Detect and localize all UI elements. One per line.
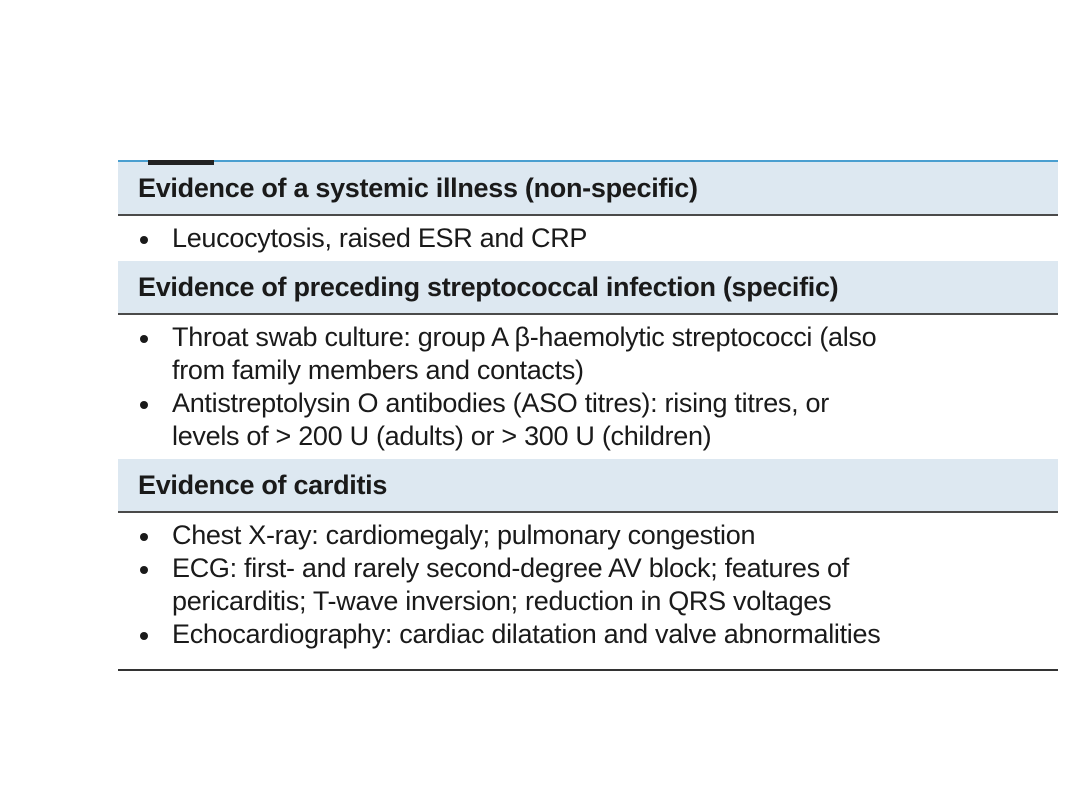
list-item [138, 321, 1058, 387]
section-header-systemic-illness: Evidence of a systemic illness (non-specific) [118, 162, 1058, 216]
item-line: levels of > 200 U (adults) or > 300 U (children) [172, 421, 712, 451]
top-tab-marker [148, 160, 214, 165]
bullet-icon [140, 335, 148, 343]
investigations-table [118, 160, 1058, 671]
bullet-icon [140, 632, 148, 640]
item-line: pericarditis; T-wave inversion; reduction in QRS voltages [172, 586, 832, 616]
top-rule [118, 160, 1058, 162]
bullet-icon [140, 566, 148, 574]
item-text: Leucocytosis, raised ESR and CRP [172, 223, 588, 253]
list-item [138, 387, 1058, 453]
list-item [138, 552, 1058, 618]
section-body-streptococcal-infection [118, 315, 1058, 459]
item-line: from family members and contacts) [172, 355, 584, 385]
bullet-icon [140, 401, 148, 409]
list-item [138, 519, 1058, 552]
list-item [138, 222, 1058, 255]
bullet-icon [140, 236, 148, 244]
section-header-streptococcal-infection: Evidence of preceding streptococcal infection (specific) [118, 261, 1058, 315]
item-line: Antistreptolysin O antibodies (ASO titres): rising titres, or [172, 388, 829, 418]
item-line: Throat swab culture: group A β-haemolytic streptococci (also [172, 322, 877, 352]
item-line: ECG: first- and rarely second-degree AV block; features of [172, 553, 849, 583]
item-text: Echocardiography: cardiac dilatation and valve abnormalities [172, 619, 881, 649]
section-body-systemic-illness [118, 216, 1058, 261]
section-body-carditis [118, 513, 1058, 657]
bullet-icon [140, 533, 148, 541]
bottom-rule [118, 669, 1058, 671]
item-text: Chest X-ray: cardiomegaly; pulmonary congestion [172, 520, 756, 550]
section-header-carditis: Evidence of carditis [118, 459, 1058, 513]
list-item [138, 618, 1058, 651]
